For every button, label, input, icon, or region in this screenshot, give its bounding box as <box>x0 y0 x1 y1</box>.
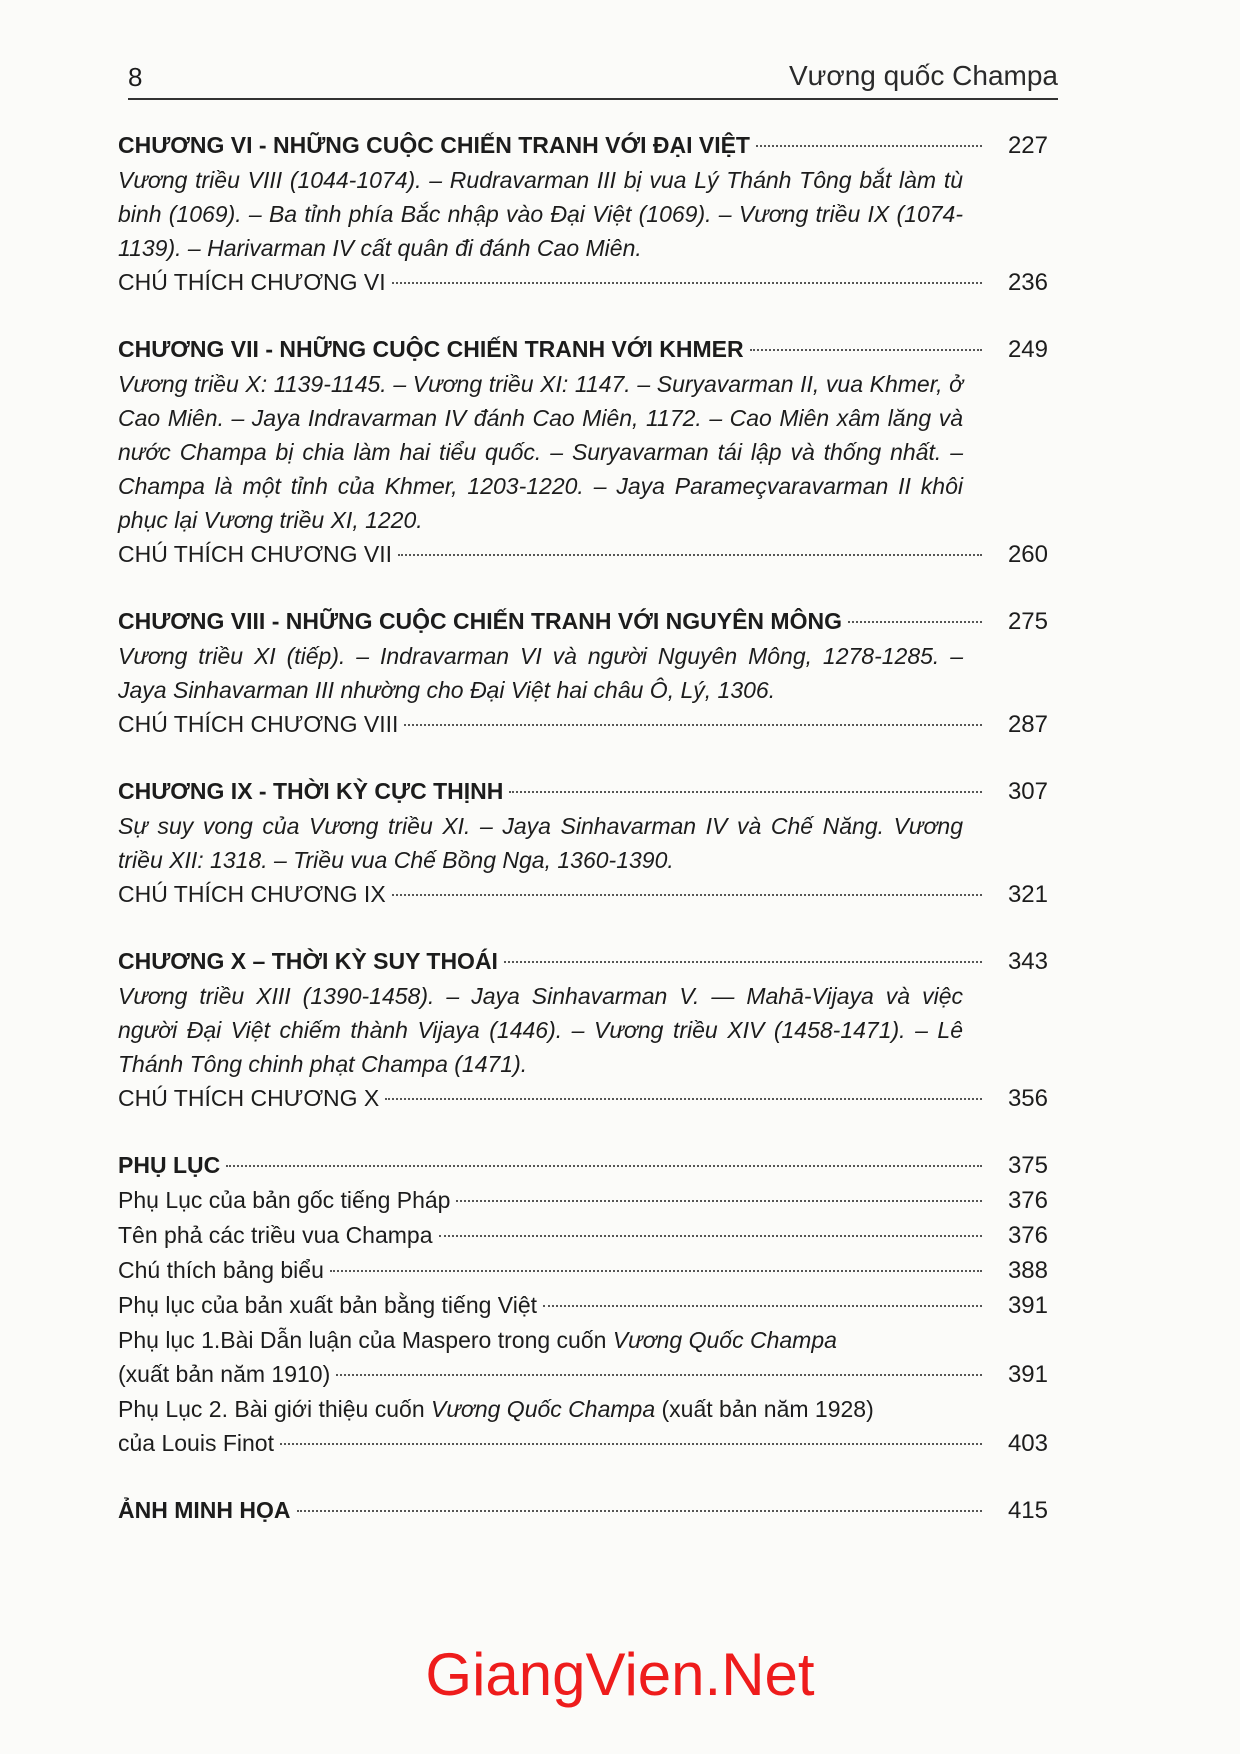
toc-entry[interactable] <box>118 877 1048 912</box>
chapter-summary: Vương triều XI (tiếp). – Indravarman VI và người Nguyên Mông, 1278-1285. – Jaya Sinhavarman III nhường cho Đại Việt hai châu Ô, Lý, 1306. <box>118 643 963 703</box>
dot-leader <box>398 554 982 556</box>
appendix-item-label: Tên phả các triều vua Champa <box>118 1222 433 1248</box>
page-ref: 356 <box>1007 1085 1048 1112</box>
toc-entry[interactable] <box>118 944 1048 979</box>
toc-entry[interactable] <box>118 604 1048 639</box>
dot-leader <box>439 1235 982 1237</box>
notes-label: CHÚ THÍCH CHƯƠNG VIII <box>118 711 399 737</box>
toc-entry[interactable] <box>118 1493 1048 1528</box>
dot-leader <box>756 145 982 147</box>
page-ref: 287 <box>1007 711 1048 738</box>
toc-entry[interactable] <box>118 1081 1048 1116</box>
toc-entry[interactable] <box>118 537 1048 572</box>
toc-entry[interactable] <box>118 1426 1048 1461</box>
appendix-item-1-text <box>118 1323 963 1357</box>
watermark-text: GiangVien.Net <box>425 1641 815 1708</box>
chapter-title: CHƯƠNG VII - NHỮNG CUỘC CHIẾN TRANH VỚI KHMER <box>118 336 744 362</box>
page-ref: 307 <box>1007 778 1048 805</box>
toc-chapter-7 <box>118 332 1048 572</box>
page-ref: 343 <box>1007 948 1048 975</box>
dot-leader <box>392 894 982 896</box>
table-of-contents <box>118 128 1048 1560</box>
appendix-item-suffix: (xuất bản năm 1928) <box>655 1396 874 1422</box>
toc-chapter-9 <box>118 774 1048 912</box>
toc-entry[interactable] <box>118 1357 1048 1392</box>
chapter-summary: Vương triều X: 1139-1145. – Vương triều XI: 1147. – Suryavarman II, vua Khmer, ở Cao Miên. – Jaya Indravarman IV đánh Cao Miên, 1172. – Cao Miên xâm lăng và nước Champa bị chia làm hai tiểu quốc. – Suryavarman tái lập và thống nhất. – Champa là một tỉnh của Khmer, 1203-1220. – Jaya Parameçvaravarman II khôi phục lại Vương triều XI, 1220. <box>118 371 963 533</box>
appendix-title: PHỤ LỤC <box>118 1152 221 1178</box>
dot-leader <box>280 1443 982 1445</box>
appendix-item-label: Phụ Lục của bản gốc tiếng Pháp <box>118 1187 451 1213</box>
dot-leader <box>385 1098 982 1100</box>
notes-label: CHÚ THÍCH CHƯƠNG VII <box>118 541 393 567</box>
dot-leader <box>392 282 982 284</box>
book-title: Vương quốc Champa <box>788 60 1058 91</box>
book-title-italic: Vương Quốc Champa <box>612 1327 837 1353</box>
toc-illustrations <box>118 1493 1048 1528</box>
toc-entry[interactable] <box>118 332 1048 367</box>
toc-entry[interactable] <box>118 1218 1048 1253</box>
page-ref: 415 <box>1007 1497 1048 1524</box>
notes-label: CHÚ THÍCH CHƯƠNG VI <box>118 269 386 295</box>
toc-entry[interactable] <box>118 1288 1048 1323</box>
appendix-item-label: Chú thích bảng biểu <box>118 1257 324 1283</box>
page-ref: 388 <box>1007 1257 1048 1284</box>
page-ref: 375 <box>1007 1152 1048 1179</box>
toc-appendix <box>118 1148 1048 1461</box>
page-ref: 391 <box>1007 1361 1048 1388</box>
dot-leader <box>750 349 982 351</box>
chapter-summary: Vương triều VIII (1044-1074). – Rudravarman III bị vua Lý Thánh Tông bắt làm tù binh (1069). – Ba tỉnh phía Bắc nhập vào Đại Việt (1069). – Vương triều IX (1074-1139). – Harivarman IV cất quân đi đánh Cao Miên. <box>118 167 963 261</box>
dot-leader <box>543 1305 982 1307</box>
page-header <box>128 58 1058 100</box>
page-ref: 275 <box>1007 608 1048 635</box>
dot-leader <box>509 791 982 793</box>
page-ref: 391 <box>1007 1292 1048 1319</box>
page-ref: 403 <box>1007 1430 1048 1457</box>
dot-leader <box>226 1165 982 1167</box>
chapter-title: CHƯƠNG IX - THỜI KỲ CỰC THỊNH <box>118 778 504 804</box>
page-ref: 227 <box>1007 132 1048 159</box>
page-number: 8 <box>128 62 143 92</box>
toc-entry[interactable] <box>118 1148 1048 1183</box>
dot-leader <box>404 724 982 726</box>
page-ref: 376 <box>1007 1187 1048 1214</box>
chapter-summary: Vương triều XIII (1390-1458). – Jaya Sinhavarman V. — Mahā-Vijaya và việc người Đại Việt chiếm thành Vijaya (1446). – Vương triều XIV (1458-1471). – Lê Thánh Tông chinh phạt Champa (1471). <box>118 983 963 1077</box>
toc-chapter-6 <box>118 128 1048 300</box>
toc-chapter-8 <box>118 604 1048 742</box>
toc-entry[interactable] <box>118 265 1048 300</box>
appendix-item-prefix: Phụ Lục 2. Bài giới thiệu cuốn <box>118 1396 432 1422</box>
chapter-title: CHƯƠNG X – THỜI KỲ SUY THOÁI <box>118 948 498 974</box>
dot-leader <box>848 621 982 623</box>
dot-leader <box>330 1270 982 1272</box>
chapter-title: CHƯƠNG VIII - NHỮNG CUỘC CHIẾN TRANH VỚI NGUYÊN MÔNG <box>118 608 842 634</box>
dot-leader <box>297 1510 983 1512</box>
dot-leader <box>504 961 982 963</box>
page-ref: 321 <box>1007 881 1048 908</box>
toc-entry[interactable] <box>118 128 1048 163</box>
dot-leader <box>456 1200 982 1202</box>
notes-label: CHÚ THÍCH CHƯƠNG IX <box>118 881 386 907</box>
toc-chapter-10 <box>118 944 1048 1116</box>
illustrations-title: ẢNH MINH HỌA <box>118 1497 291 1523</box>
book-title-italic: Vương Quốc Champa <box>431 1396 656 1422</box>
chapter-summary: Sự suy vong của Vương triều XI. – Jaya Sinhavarman IV và Chế Năng. Vương triều XII: 1318. – Triều vua Chế Bồng Nga, 1360-1390. <box>118 813 963 873</box>
toc-entry[interactable] <box>118 1183 1048 1218</box>
dot-leader <box>336 1374 982 1376</box>
appendix-item-tail: của Louis Finot <box>118 1430 274 1456</box>
page-ref: 260 <box>1007 541 1048 568</box>
page-ref: 249 <box>1007 336 1048 363</box>
page-ref: 236 <box>1007 269 1048 296</box>
notes-label: CHÚ THÍCH CHƯƠNG X <box>118 1085 380 1111</box>
appendix-item-2-text <box>118 1392 963 1426</box>
appendix-item-label: Phụ lục của bản xuất bản bằng tiếng Việt <box>118 1292 538 1318</box>
toc-entry[interactable] <box>118 774 1048 809</box>
toc-entry[interactable] <box>118 1253 1048 1288</box>
appendix-item-tail: (xuất bản năm 1910) <box>118 1361 331 1387</box>
page-ref: 376 <box>1007 1222 1048 1249</box>
appendix-item-prefix: Phụ lục 1.Bài Dẫn luận của Maspero trong cuốn <box>118 1327 613 1353</box>
toc-entry[interactable] <box>118 707 1048 742</box>
chapter-title: CHƯƠNG VI - NHỮNG CUỘC CHIẾN TRANH VỚI ĐẠI VIỆT <box>118 132 750 158</box>
